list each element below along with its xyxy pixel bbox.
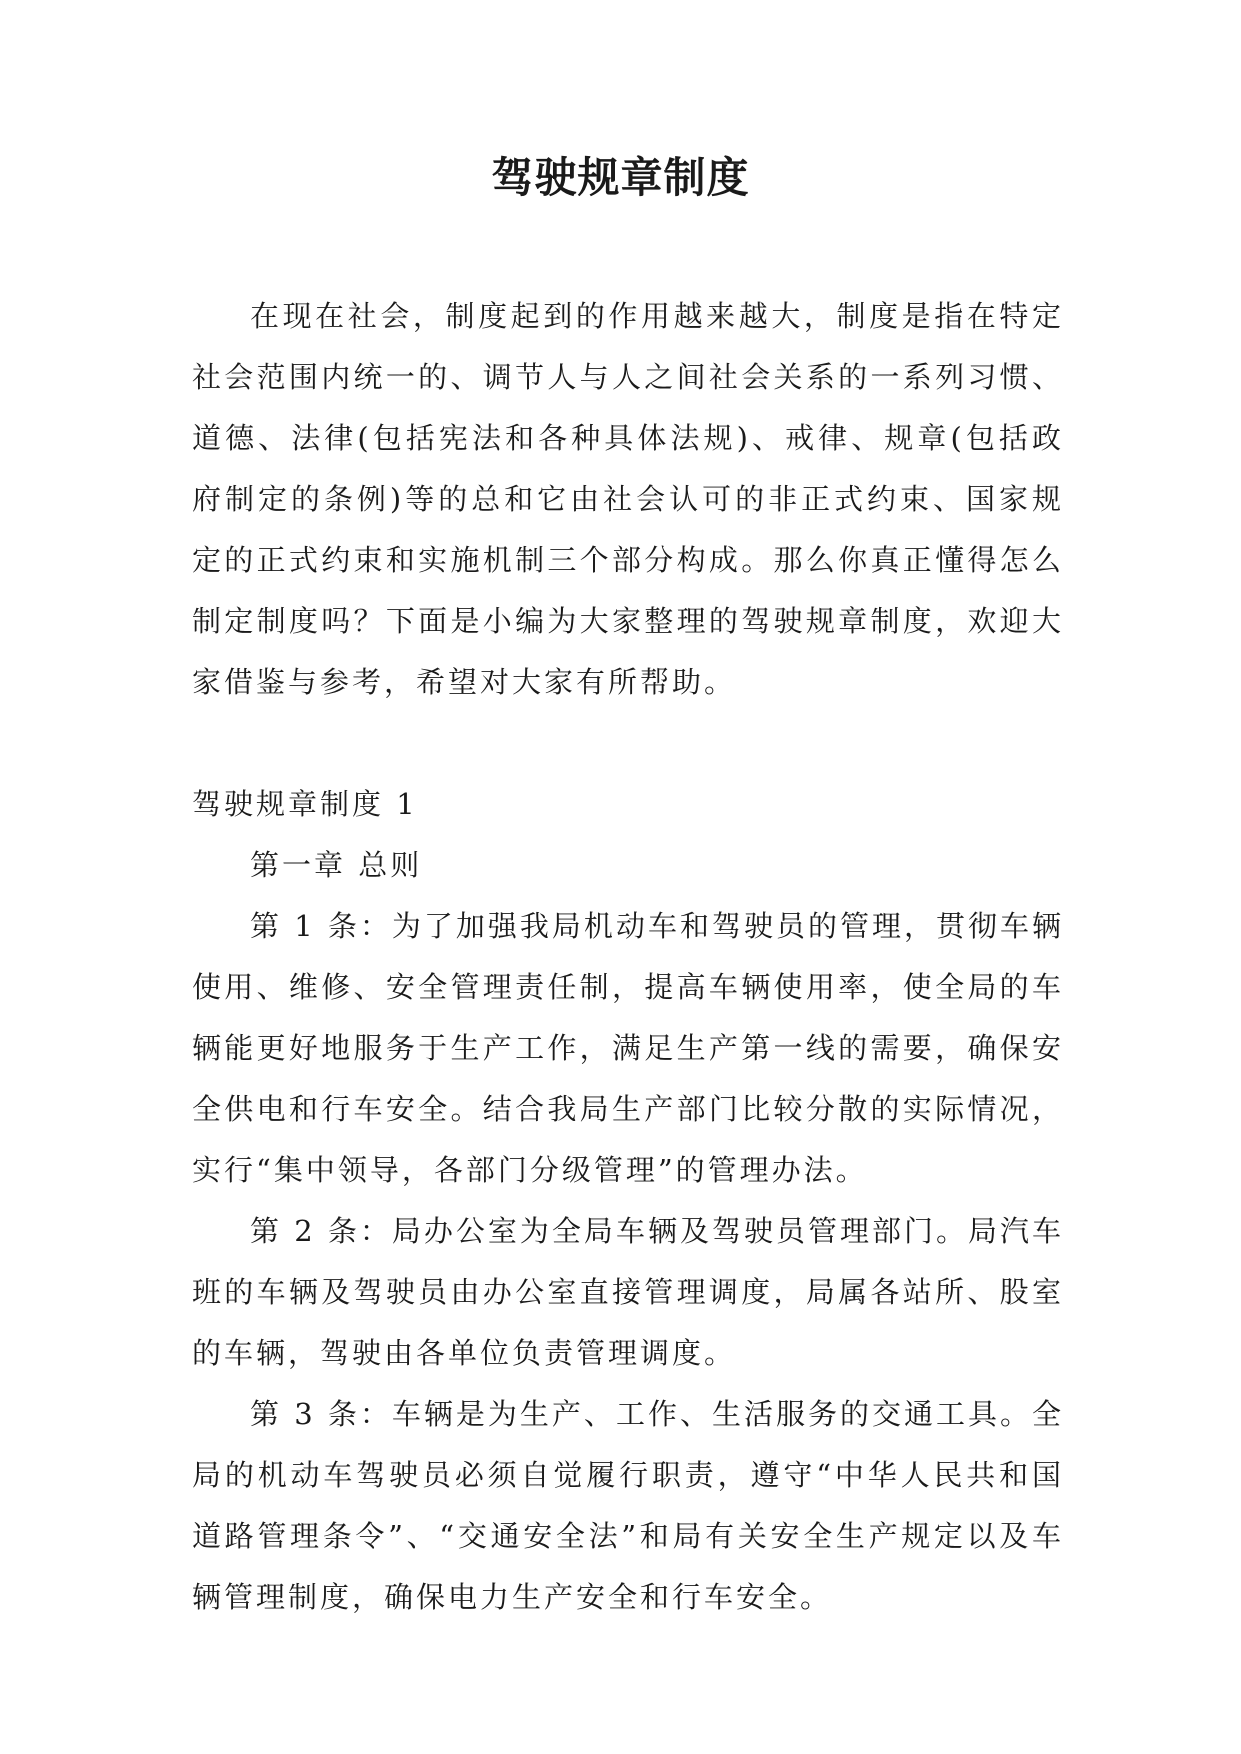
section-heading: 驾驶规章制度 1 [192,787,418,821]
chapter-heading: 第一章 总则 [250,848,423,882]
document-title: 驾驶规章制度 [491,153,750,202]
document-body [192,286,1064,1628]
article-paragraph: 第 2 条：局办公室为全局车辆及驾驶员管理部门。局汽车班的车辆及驾驶员由办公室直接管理调度，局属各站所、股室的车辆，驾驶由各单位负责管理调度。 [192,1214,1064,1370]
intro-paragraph: 在现在社会，制度起到的作用越来越大，制度是指在特定社会范围内统一的、调节人与人之间社会关系的一系列习惯、道德、法律(包括宪法和各种具体法规)、戒律、规章(包括政府制定的条例)等的总和它由社会认可的非正式约束、国家规定的正式约束和实施机制三个部分构成。那么你真正懂得怎么制定制度吗？下面是小编为大家整理的驾驶规章制度，欢迎大家借鉴与参考，希望对大家有所帮助。 [192,299,1064,699]
article-paragraph: 第 3 条：车辆是为生产、工作、生活服务的交通工具。全局的机动车驾驶员必须自觉履行职责，遵守“中华人民共和国道路管理条令”、“交通安全法”和局有关安全生产规定以及车辆管理制度，确保电力生产安全和行车安全。 [192,1397,1064,1614]
article-paragraph: 第 1 条：为了加强我局机动车和驾驶员的管理，贯彻车辆使用、维修、安全管理责任制，提高车辆使用率，使全局的车辆能更好地服务于生产工作，满足生产第一线的需要，确保安全供电和行车安全。结合我局生产部门比较分散的实际情况，实行“集中领导，各部门分级管理”的管理办法。 [192,909,1064,1187]
